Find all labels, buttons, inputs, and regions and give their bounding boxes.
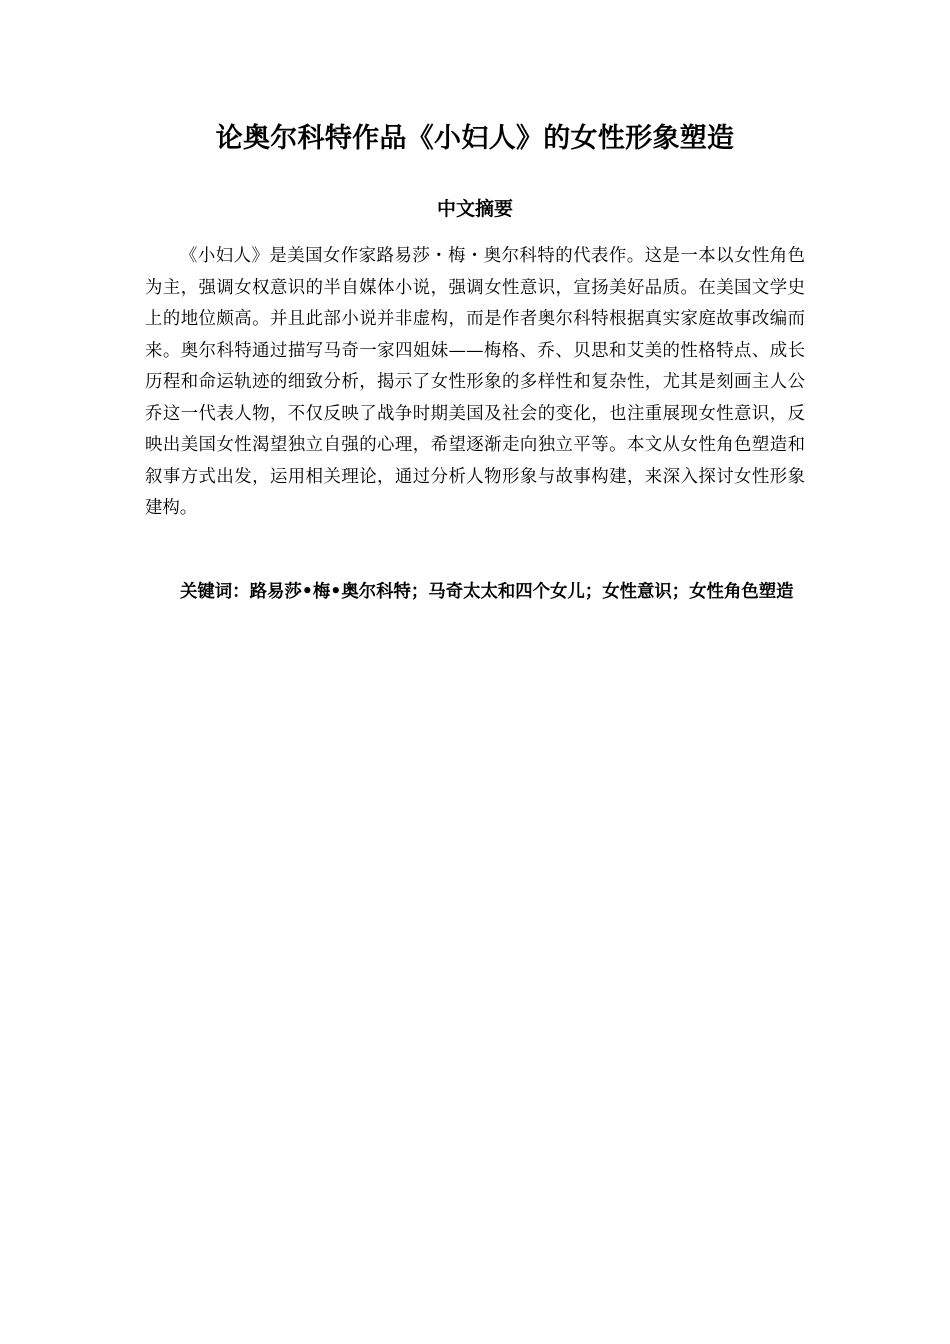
abstract-heading: 中文摘要 — [436, 198, 513, 220]
keywords-line: 关键词：路易莎•梅•奥尔科特；马奇太太和四个女儿；女性意识；女性角色塑造 — [180, 582, 794, 602]
abstract-body: 《小妇人》是美国女作家路易莎・梅・奥尔科特的代表作。这是一本以女性角色为主，强调女权意识的半自媒体小说，强调女性意识，宣扬美好品质。在美国文学史上的地位颇高。并且此部小说并非虚构，而是作者奥尔科特根据真实家庭故事改编而来。奥尔科特通过描写马奇一家四姐妹——梅格、乔、贝思和艾美的性格特点、成长历程和命运轨迹的细致分析，揭示了女性形象的多样性和复杂性，尤其是刻画主人公乔这一代表人物，不仅反映了战争时期美国及社会的变化，也注重展现女性意识，反映出美国女性渴望独立自强的心理，希望逐渐走向独立平等。本文从女性角色塑造和叙事方式出发，运用相关理论，通过分析人物形象与故事构建，来深入探讨女性形象建构。 — [145, 246, 805, 518]
document-title: 论奥尔科特作品《小妇人》的女性形象塑造 — [215, 123, 735, 154]
